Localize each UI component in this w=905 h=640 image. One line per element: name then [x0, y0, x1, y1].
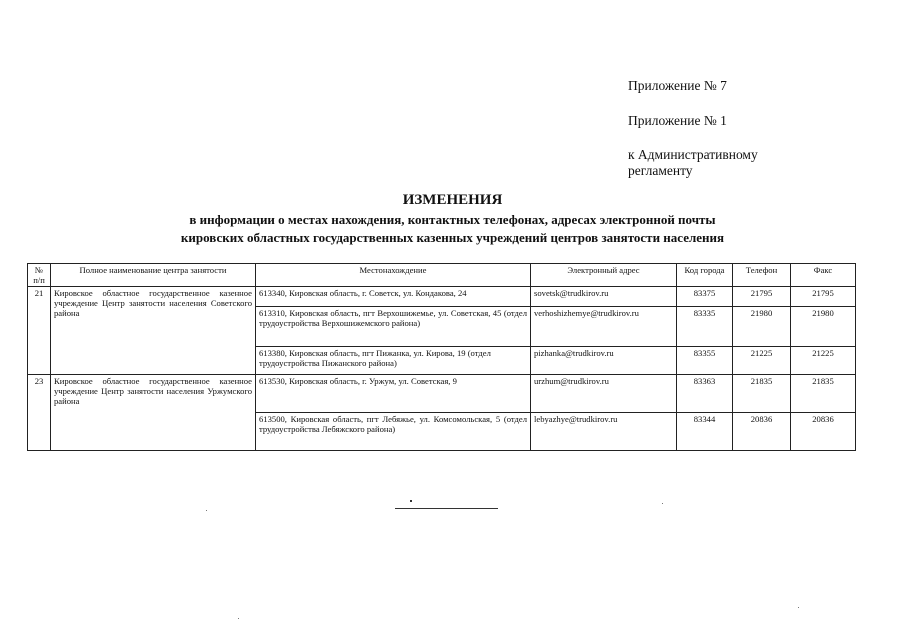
appendix-line-3: к Административному регламенту	[628, 147, 758, 178]
header-name: Полное наименование центра занятости	[51, 264, 256, 287]
document-title: ИЗМЕНЕНИЯ	[402, 192, 503, 208]
cell-location: 613310, Кировская область, пгт Верхошижемье, ул. Советская, 45 (отдел трудоустройства Верхошижемского района)	[256, 307, 531, 347]
table-row	[28, 287, 856, 307]
cell-code: 83363	[677, 375, 733, 413]
cell-code: 83375	[677, 287, 733, 307]
signature-line	[395, 508, 498, 509]
cell-phone: 21835	[733, 375, 791, 413]
document-subtitle-line-2: кировских областных государственных казенных учреждений центров занятости населения	[180, 230, 725, 245]
header-location: Местонахождение	[256, 264, 531, 287]
cell-email: pizhanka@trudkirov.ru	[531, 347, 677, 375]
scan-speck	[662, 503, 663, 504]
cell-location: 613500, Кировская область, пгт Лебяжье, ул. Комсомольская, 5 (отдел трудоустройства Лебяжского района)	[256, 413, 531, 451]
cell-email: sovetsk@trudkirov.ru	[531, 287, 677, 307]
scan-dot	[410, 500, 412, 502]
cell-location: 613530, Кировская область, г. Уржум, ул. Советская, 9	[256, 375, 531, 413]
scan-speck	[798, 607, 799, 608]
cell-fax: 21795	[791, 287, 856, 307]
header-num: № п/п	[28, 264, 51, 287]
cell-location: 613340, Кировская область, г. Советск, ул. Кондакова, 24	[256, 287, 531, 307]
appendix-line-2: Приложение № 1	[628, 113, 727, 128]
appendix-line-1: Приложение № 7	[628, 78, 727, 93]
cell-code: 83355	[677, 347, 733, 375]
header-code: Код города	[677, 264, 733, 287]
cell-email: verhoshizhemye@trudkirov.ru	[531, 307, 677, 347]
cell-fax: 20836	[791, 413, 856, 451]
cell-phone: 20836	[733, 413, 791, 451]
cell-num: 21	[28, 287, 51, 375]
cell-fax: 21980	[791, 307, 856, 347]
cell-location: 613380, Кировская область, пгт Пижанка, ул. Кирова, 19 (отдел трудоустройства Пижанского района)	[256, 347, 531, 375]
cell-name: Кировское областное государственное казенное учреждение Центр занятости населения Советского района	[51, 287, 256, 375]
document-subtitle-line-1: в информации о местах нахождения, контактных телефонах, адресах электронной почты	[189, 212, 716, 227]
cell-phone: 21795	[733, 287, 791, 307]
cell-email: urzhum@trudkirov.ru	[531, 375, 677, 413]
cell-code: 83335	[677, 307, 733, 347]
cell-num: 23	[28, 375, 51, 451]
scan-speck	[238, 618, 239, 619]
cell-phone: 21225	[733, 347, 791, 375]
cell-name: Кировское областное государственное казенное учреждение Центр занятости населения Уржумского района	[51, 375, 256, 451]
table-row	[28, 375, 856, 413]
cell-fax: 21835	[791, 375, 856, 413]
scan-speck	[206, 510, 207, 511]
header-email: Электронный адрес	[531, 264, 677, 287]
centers-table	[27, 263, 856, 451]
header-fax: Факс	[791, 264, 856, 287]
cell-email: lebyazhye@trudkirov.ru	[531, 413, 677, 451]
cell-fax: 21225	[791, 347, 856, 375]
table-header-row	[28, 264, 856, 287]
header-phone: Телефон	[733, 264, 791, 287]
cell-phone: 21980	[733, 307, 791, 347]
cell-code: 83344	[677, 413, 733, 451]
